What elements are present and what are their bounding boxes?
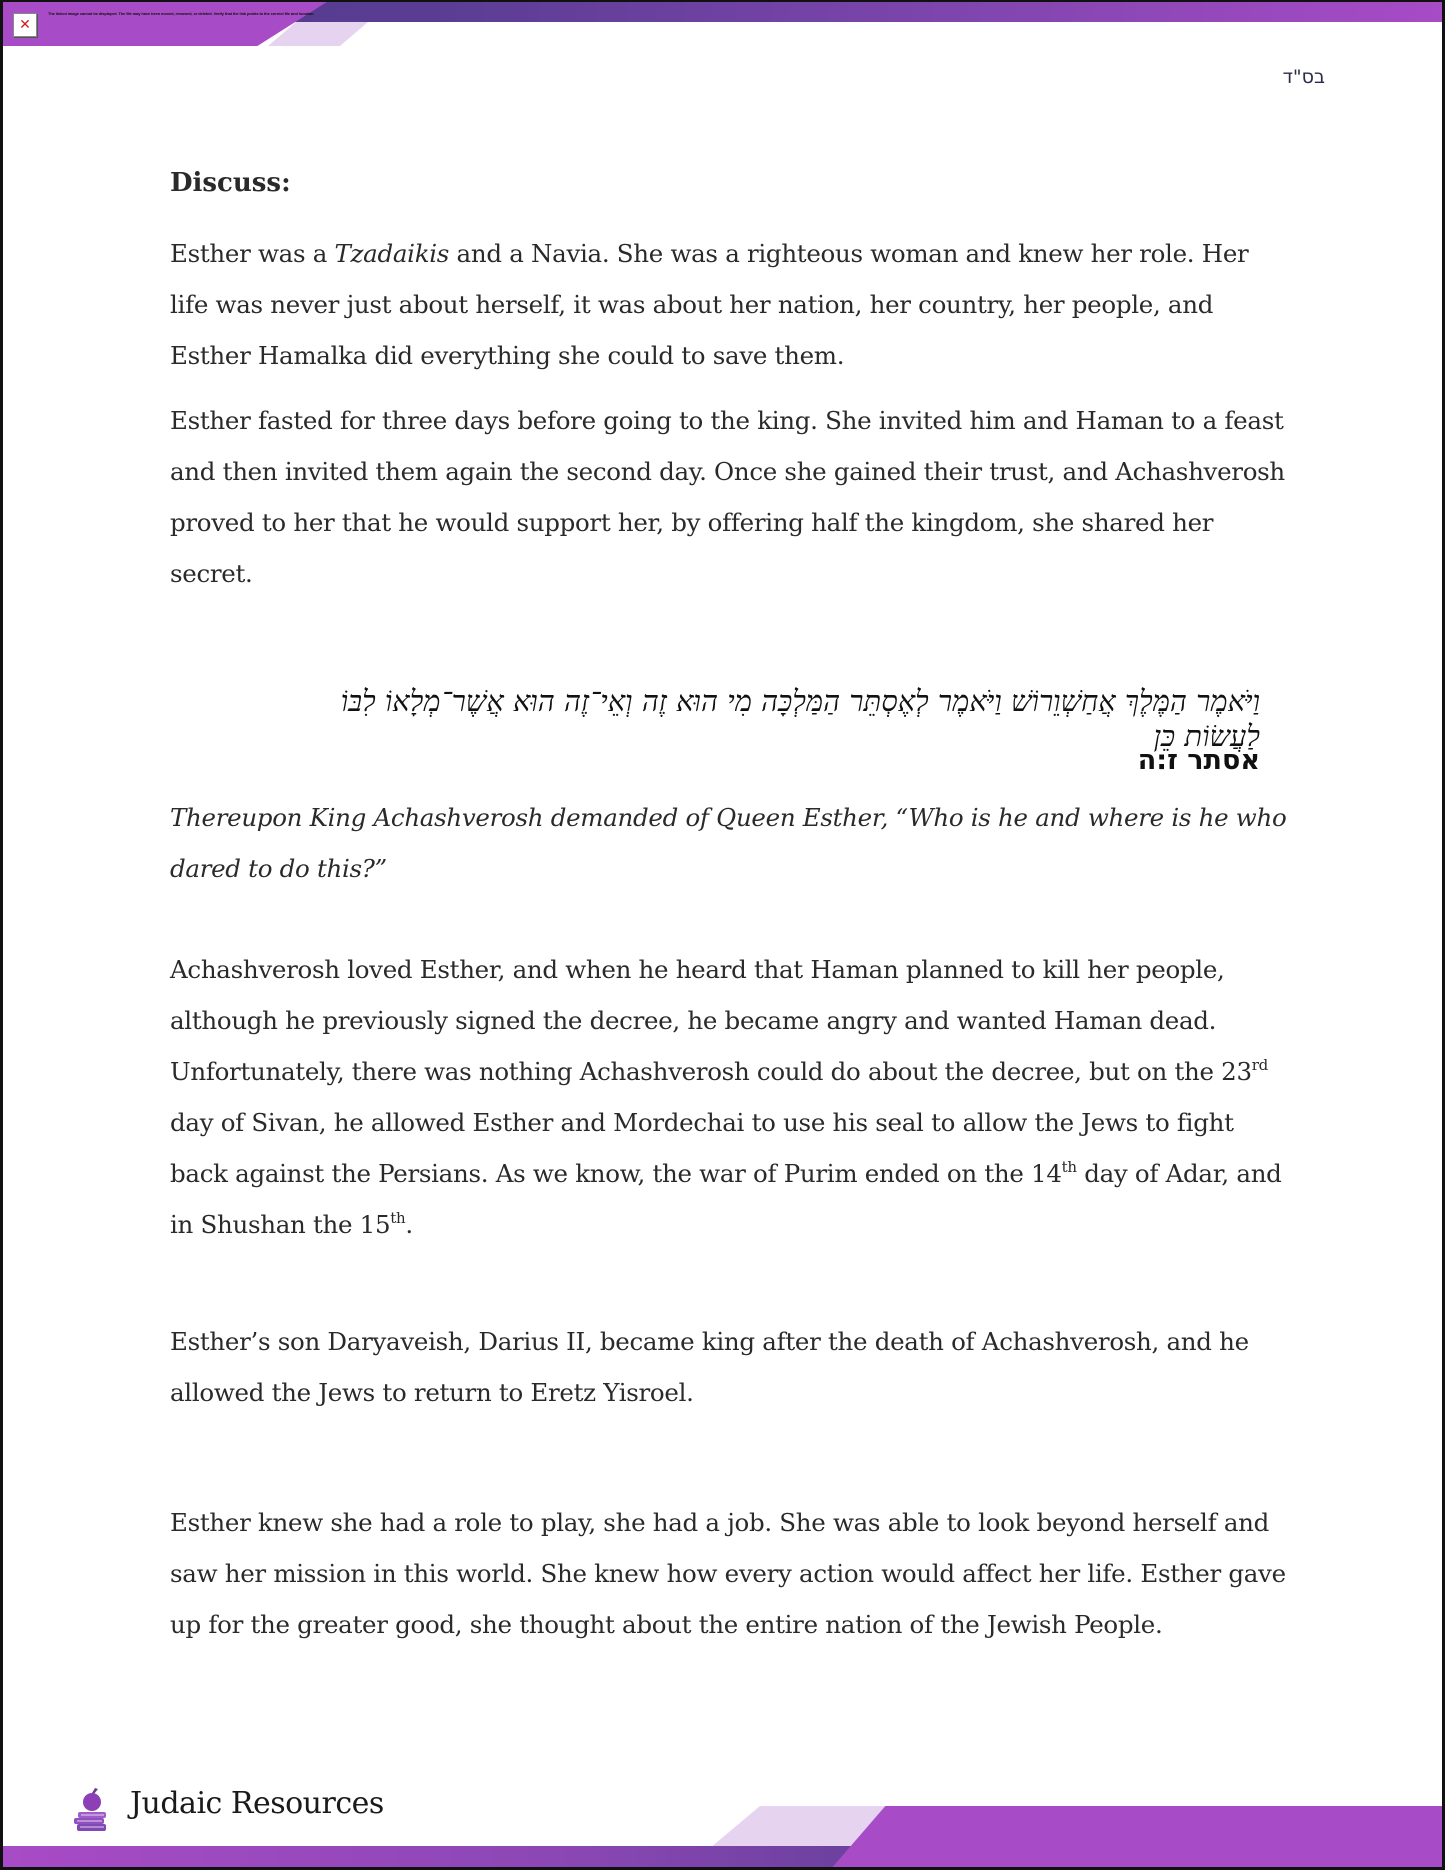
paragraph-1-text-a: Esther was a (170, 239, 335, 268)
verse-source: אסתר ז:ה (1137, 745, 1260, 776)
paragraph-5: Esther knew she had a role to play, she had a job. She was able to look beyond herself and saw her mission in this world. She knew how every action would affect her life. Esther gave up for the greater good, she thought about the entire nation of the Jewish People. (170, 1508, 1286, 1639)
paragraph-3-text-a: Achashverosh loved Esther, and when he heard that Haman planned to kill her people, although he previously signed the decree, he became angry and wanted Haman dead. Unfortunately, there was nothing Achashverosh could do about the decree, but on the 23 (170, 955, 1252, 1086)
tzadaikis-term: Tzadaikis (334, 239, 450, 268)
footer-band-magenta (830, 1806, 1445, 1870)
paragraph-4: Esther’s son Daryaveish, Darius II, became king after the death of Achashverosh, and he allowed the Jews to return to Eretz Yisroel. (170, 1327, 1249, 1407)
paragraph-1 (170, 228, 1290, 381)
paragraph-3-text-d: . (405, 1210, 413, 1239)
discuss-heading: Discuss: (170, 168, 291, 198)
verse-hebrew: וַיֹּאמֶר הַמֶּלֶךְ אֲחַשְׁוֵרוֹשׁ וַיֹּאמֶר לְאֶסְתֵּר הַמַּלְכָּה מִי הוּא זֶה וְאֵי־זֶה הוּא אֲשֶׁר־מְלָאוֹ לִבּוֹ לַעֲשׂוֹת כֵּן (340, 684, 1260, 753)
paragraph-3-text-b: day of Sivan, he allowed Esther and Mordechai to use his seal to allow the Jews to fight back against the Persians. As we know, the war of Purim ended on the 14 (170, 1108, 1234, 1188)
ordinal-suffix: rd (1251, 1056, 1268, 1074)
brand-name: Judaic Resources (130, 1786, 384, 1821)
bsd-mark: בס"ד (1282, 66, 1325, 88)
paragraph-2: Esther fasted for three days before going to the king. She invited him and Haman to a feast and then invited them again the second day. Once she gained their trust, and Achashverosh proved to her that he would support her, by offering half the kingdom, she shared her secret. (170, 406, 1285, 588)
apple-on-books-icon (72, 1787, 112, 1833)
paragraph-3 (170, 944, 1290, 1250)
paragraph-3-text-c: day of Adar, and in Shushan the 15 (170, 1159, 1282, 1239)
broken-image-icon: ✕ (13, 13, 37, 37)
verse-translation: Thereupon King Achashverosh demanded of Queen Esther, “Who is he and where is he who dared to do this?” (170, 803, 1287, 883)
broken-image-message: The linked image cannot be displayed. The file may have been moved, renamed, or deleted. Verify that the link points to the correct file and location. (48, 11, 315, 16)
ordinal-suffix: th (1061, 1158, 1077, 1176)
paragraph-1-text-c: and a Navia. She was a righteous woman and knew her role. Her life was never just about herself, it was about her nation, her country, her people, and Esther Hamalka did everything she could to save them. (170, 239, 1249, 370)
ordinal-suffix: th (390, 1209, 406, 1227)
